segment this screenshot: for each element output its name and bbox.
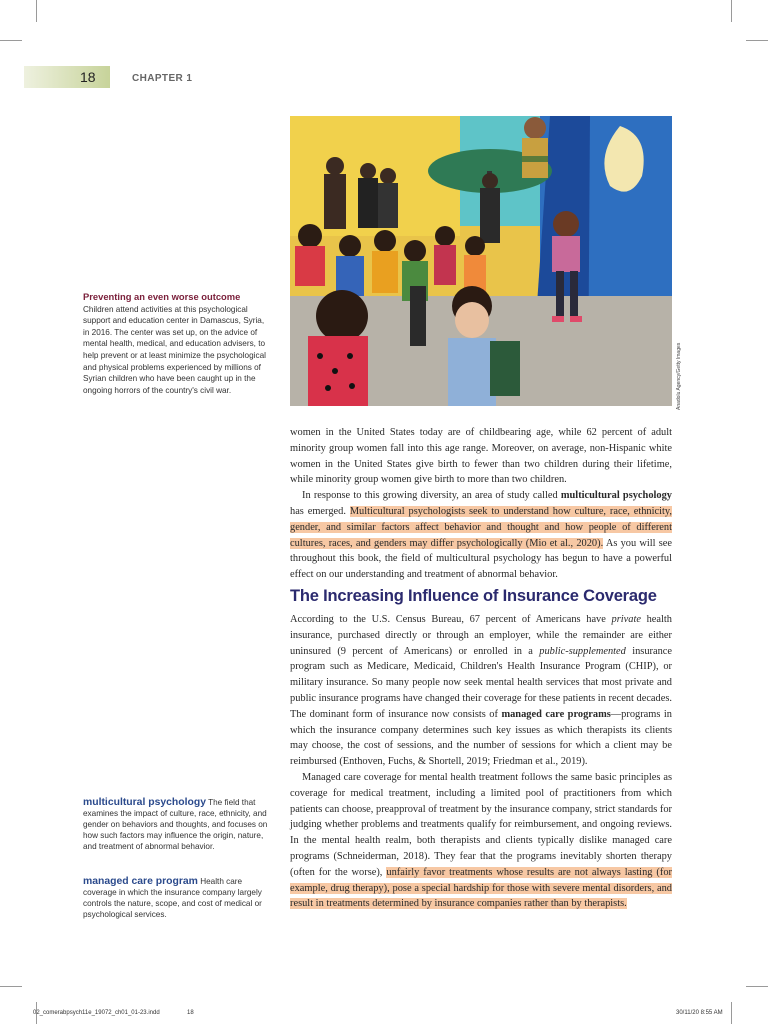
crop-mark xyxy=(731,0,732,22)
glossary-definition: The field that examines the impact of culture, race, ethnicity, and gender on behaviors and thoughts, and focuses on how such factors may influence the origin, nature, and treatment of abnormal behavior. xyxy=(83,798,268,851)
crop-mark xyxy=(746,986,768,987)
text-run: According to the U.S. Census Bureau, 67 percent of Americans have xyxy=(290,614,612,625)
photo xyxy=(290,116,672,406)
key-term: managed care programs xyxy=(501,708,611,720)
crop-mark xyxy=(0,40,22,41)
caption-text: Children attend activities at this psychological support and education center in Damascus, Syria, in 2016. The center was set up, on the advice of mental health, medical, and education advisers, to help prevent or at least minimize the psychological and physical problems experienced by millions of Syrian children who have been caught up in the ongoing horrors of the country's civil war. xyxy=(83,304,266,395)
highlighted-text: unfairly favor treatments whose results are not always lasting (for example, drug therapy), pose a special hardship for those with severe mental disorders, and result in treatments determined by insurance companies rather than by therapists. xyxy=(290,866,673,910)
paragraph: women in the United States today are of childbearing age, while 62 percent of adult minority group women fall into this age range. Moreover, on average, non-Hispanic white women in the United States give birth to fewer than two children during their lifetime, while minority group women give birth to more than two children. xyxy=(290,427,672,486)
paragraph xyxy=(290,770,672,912)
text-run: insurance program such as Medicare, Medicaid, Children's Health Insurance Program (CHIP), or military insurance. So many people now seek mental health services that most private and public insurance programs have changed their coverage for these patients in recent decades. The dominant form of insurance now consists of xyxy=(290,645,673,720)
crop-mark xyxy=(731,1002,732,1024)
body-text-block-1 xyxy=(290,425,672,583)
text-run: As you will see throughout this book, the field of multicultural psychology has begun to have a powerful effect on our understanding and treatment of abnormal behavior. xyxy=(290,537,672,581)
footer-timestamp: 30/11/20 8:55 AM xyxy=(676,1010,723,1016)
header-band xyxy=(24,66,110,88)
text-run: has emerged. xyxy=(290,505,350,517)
glossary-definition: Health care coverage in which the insurance company largely controls the nature, scope, and cost of medical or psychological services. xyxy=(83,877,262,919)
footer-filename: 02_comerabpsych11e_19072_ch01_01-23.indd xyxy=(33,1010,160,1016)
glossary-entry xyxy=(83,797,269,852)
glossary-term: managed care program xyxy=(83,876,198,887)
italic-text: private xyxy=(611,614,641,625)
page-number: 18 xyxy=(80,69,96,85)
section-heading: The Increasing Influence of Insurance Coverage xyxy=(290,587,657,605)
text-run: —programs in which the insurance company determines such key issues as which therapists its clients may choose, the cost of sessions, and the number of sessions for which a client may be reimbursed (Enthoven, Fuchs, & Shortell, 2019; Friedman et al., 2019). xyxy=(290,708,672,768)
crop-mark xyxy=(0,986,22,987)
text-run: Managed care coverage for mental health treatment follows the same basic principles as coverage for medical treatment, including a limited pool of practitioners from which patients can choose, preapproval of treatment by the insurance company, strict standards for judging whether problems and treatments qualify for reimbursement, and ongoing reviews. In the mental health realm, both therapists and clients typically dislike managed care programs (Schneiderman, 2018). They fear that the programs inevitably shorten therapy (often for the worse), xyxy=(290,771,672,878)
text-run: health insurance, purchased directly or through an employer, while the remainder are either uninsured (9 percent of Americans) or enrolled in a xyxy=(290,614,672,657)
caption-title: Preventing an even worse outcome xyxy=(83,291,241,302)
text-run: In response to this growing diversity, an area of study called xyxy=(302,490,561,502)
paragraph xyxy=(290,612,672,770)
children-playground-illustration xyxy=(290,116,672,406)
paragraph xyxy=(290,488,672,583)
highlighted-text: Multicultural psychologists seek to understand how culture, race, ethnicity, gender, and similar factors affect behavior and thought and how people of different cultures, races, and genders may differ psychologically (Mio et al., 2020). xyxy=(290,505,672,549)
chapter-label: CHAPTER 1 xyxy=(132,73,193,84)
footer-page-number: 18 xyxy=(187,1010,194,1016)
photo-credit: Anadolu Agency/Getty Images xyxy=(676,342,682,410)
key-term: multicultural psychology xyxy=(560,490,672,502)
italic-text: public-supplemented xyxy=(539,645,626,657)
crop-mark xyxy=(36,0,37,22)
body-text-block-2 xyxy=(290,612,672,912)
crop-mark xyxy=(746,40,768,41)
glossary-term: multicultural psychology xyxy=(83,797,206,808)
glossary-entry xyxy=(83,876,269,920)
photo-caption xyxy=(83,291,269,396)
